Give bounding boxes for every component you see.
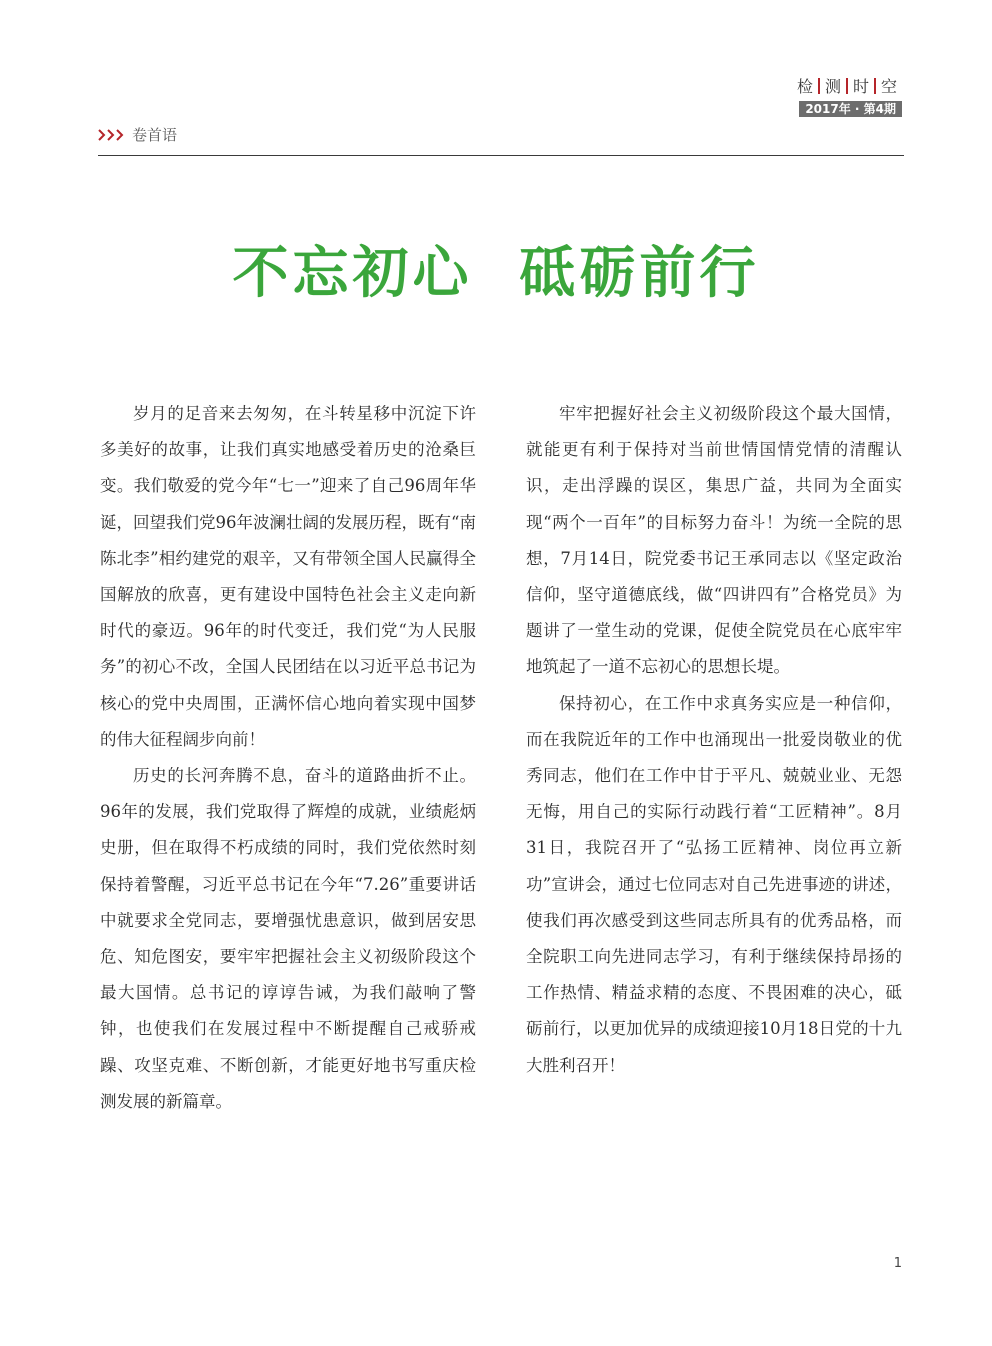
magazine-title-char: 测	[824, 77, 841, 96]
section-tag	[98, 124, 177, 145]
magazine-title-char: 检	[796, 77, 813, 96]
article-title: 不忘初心 砥砺前行	[232, 240, 760, 306]
paragraph: 牢牢把握好社会主义初级阶段这个最大国情，就能更有利于保持对当前世情国情党情的清醒认识，走出浮躁的误区，集思广益，共同为全面实现“两个一百年”的目标努力奋斗！为统一全院的思想，7月14日，院党委书记王承同志以《坚定政治信仰，坚守道德底线，做“四讲四有”合格党员》为题讲了一堂生动的党课，促使全院党员在心底牢牢地筑起了一道不忘初心的思想长堤。	[526, 404, 902, 677]
issue-badge: 2017年 · 第4期	[799, 101, 902, 117]
magazine-title-char: 时	[852, 77, 869, 96]
triple-chevron-right-icon	[98, 128, 126, 142]
masthead	[782, 76, 902, 117]
left-column	[100, 396, 476, 1120]
paragraph: 历史的长河奔腾不息，奋斗的道路曲折不止。96年的发展，我们党取得了辉煌的成就，业绩彪炳史册，但在取得不朽成绩的同时，我们党依然时刻保持着警醒，习近平总书记在今年“7.26”重要讲话中就要求全党同志，要增强忧患意识，做到居安思危、知危图安，要牢牢把握社会主义初级阶段这个最大国情。总书记的谆谆告诫，为我们敲响了警钟，也使我们在发展过程中不断提醒自己戒骄戒躁、攻坚克难、不断创新，才能更好地书写重庆检测发展的新篇章。	[100, 766, 476, 1111]
header-divider	[98, 155, 904, 156]
right-column	[526, 396, 902, 1084]
page-number: 1	[893, 1256, 902, 1271]
paragraph: 保持初心，在工作中求真务实应是一种信仰，而在我院近年的工作中也涌现出一批爱岗敬业的优秀同志，他们在工作中甘于平凡、兢兢业业、无怨无悔，用自己的实际行动践行着“工匠精神”。8月31日，我院召开了“弘扬工匠精神、岗位再立新功”宣讲会，通过七位同志对自己先进事迹的讲述，使我们再次感受到这些同志所具有的优秀品格，而全院职工向先进同志学习，有利于继续保持昂扬的工作热情、精益求精的态度、不畏困难的决心，砥砺前行，以更加优异的成绩迎接10月18日党的十九大胜利召开！	[526, 693, 902, 1075]
magazine-title-char: 空	[880, 77, 897, 96]
magazine-title	[782, 76, 902, 98]
paragraph: 岁月的足音来去匆匆，在斗转星移中沉淀下许多美好的故事，让我们真实地感受着历史的沧桑巨变。我们敬爱的党今年“七一”迎来了自己96周年华诞，回望我们党96年波澜壮阔的发展历程，既有“南陈北李”相约建党的艰辛，又有带领全国人民赢得全国解放的欣喜，更有建设中国特色社会主义走向新时代的豪迈。96年的时代变迁，我们党“为人民服务”的初心不改，全国人民团结在以习近平总书记为核心的党中央周围，正满怀信心地向着实现中国梦的伟大征程阔步向前！	[100, 404, 476, 749]
section-label: 卷首语	[132, 126, 178, 144]
